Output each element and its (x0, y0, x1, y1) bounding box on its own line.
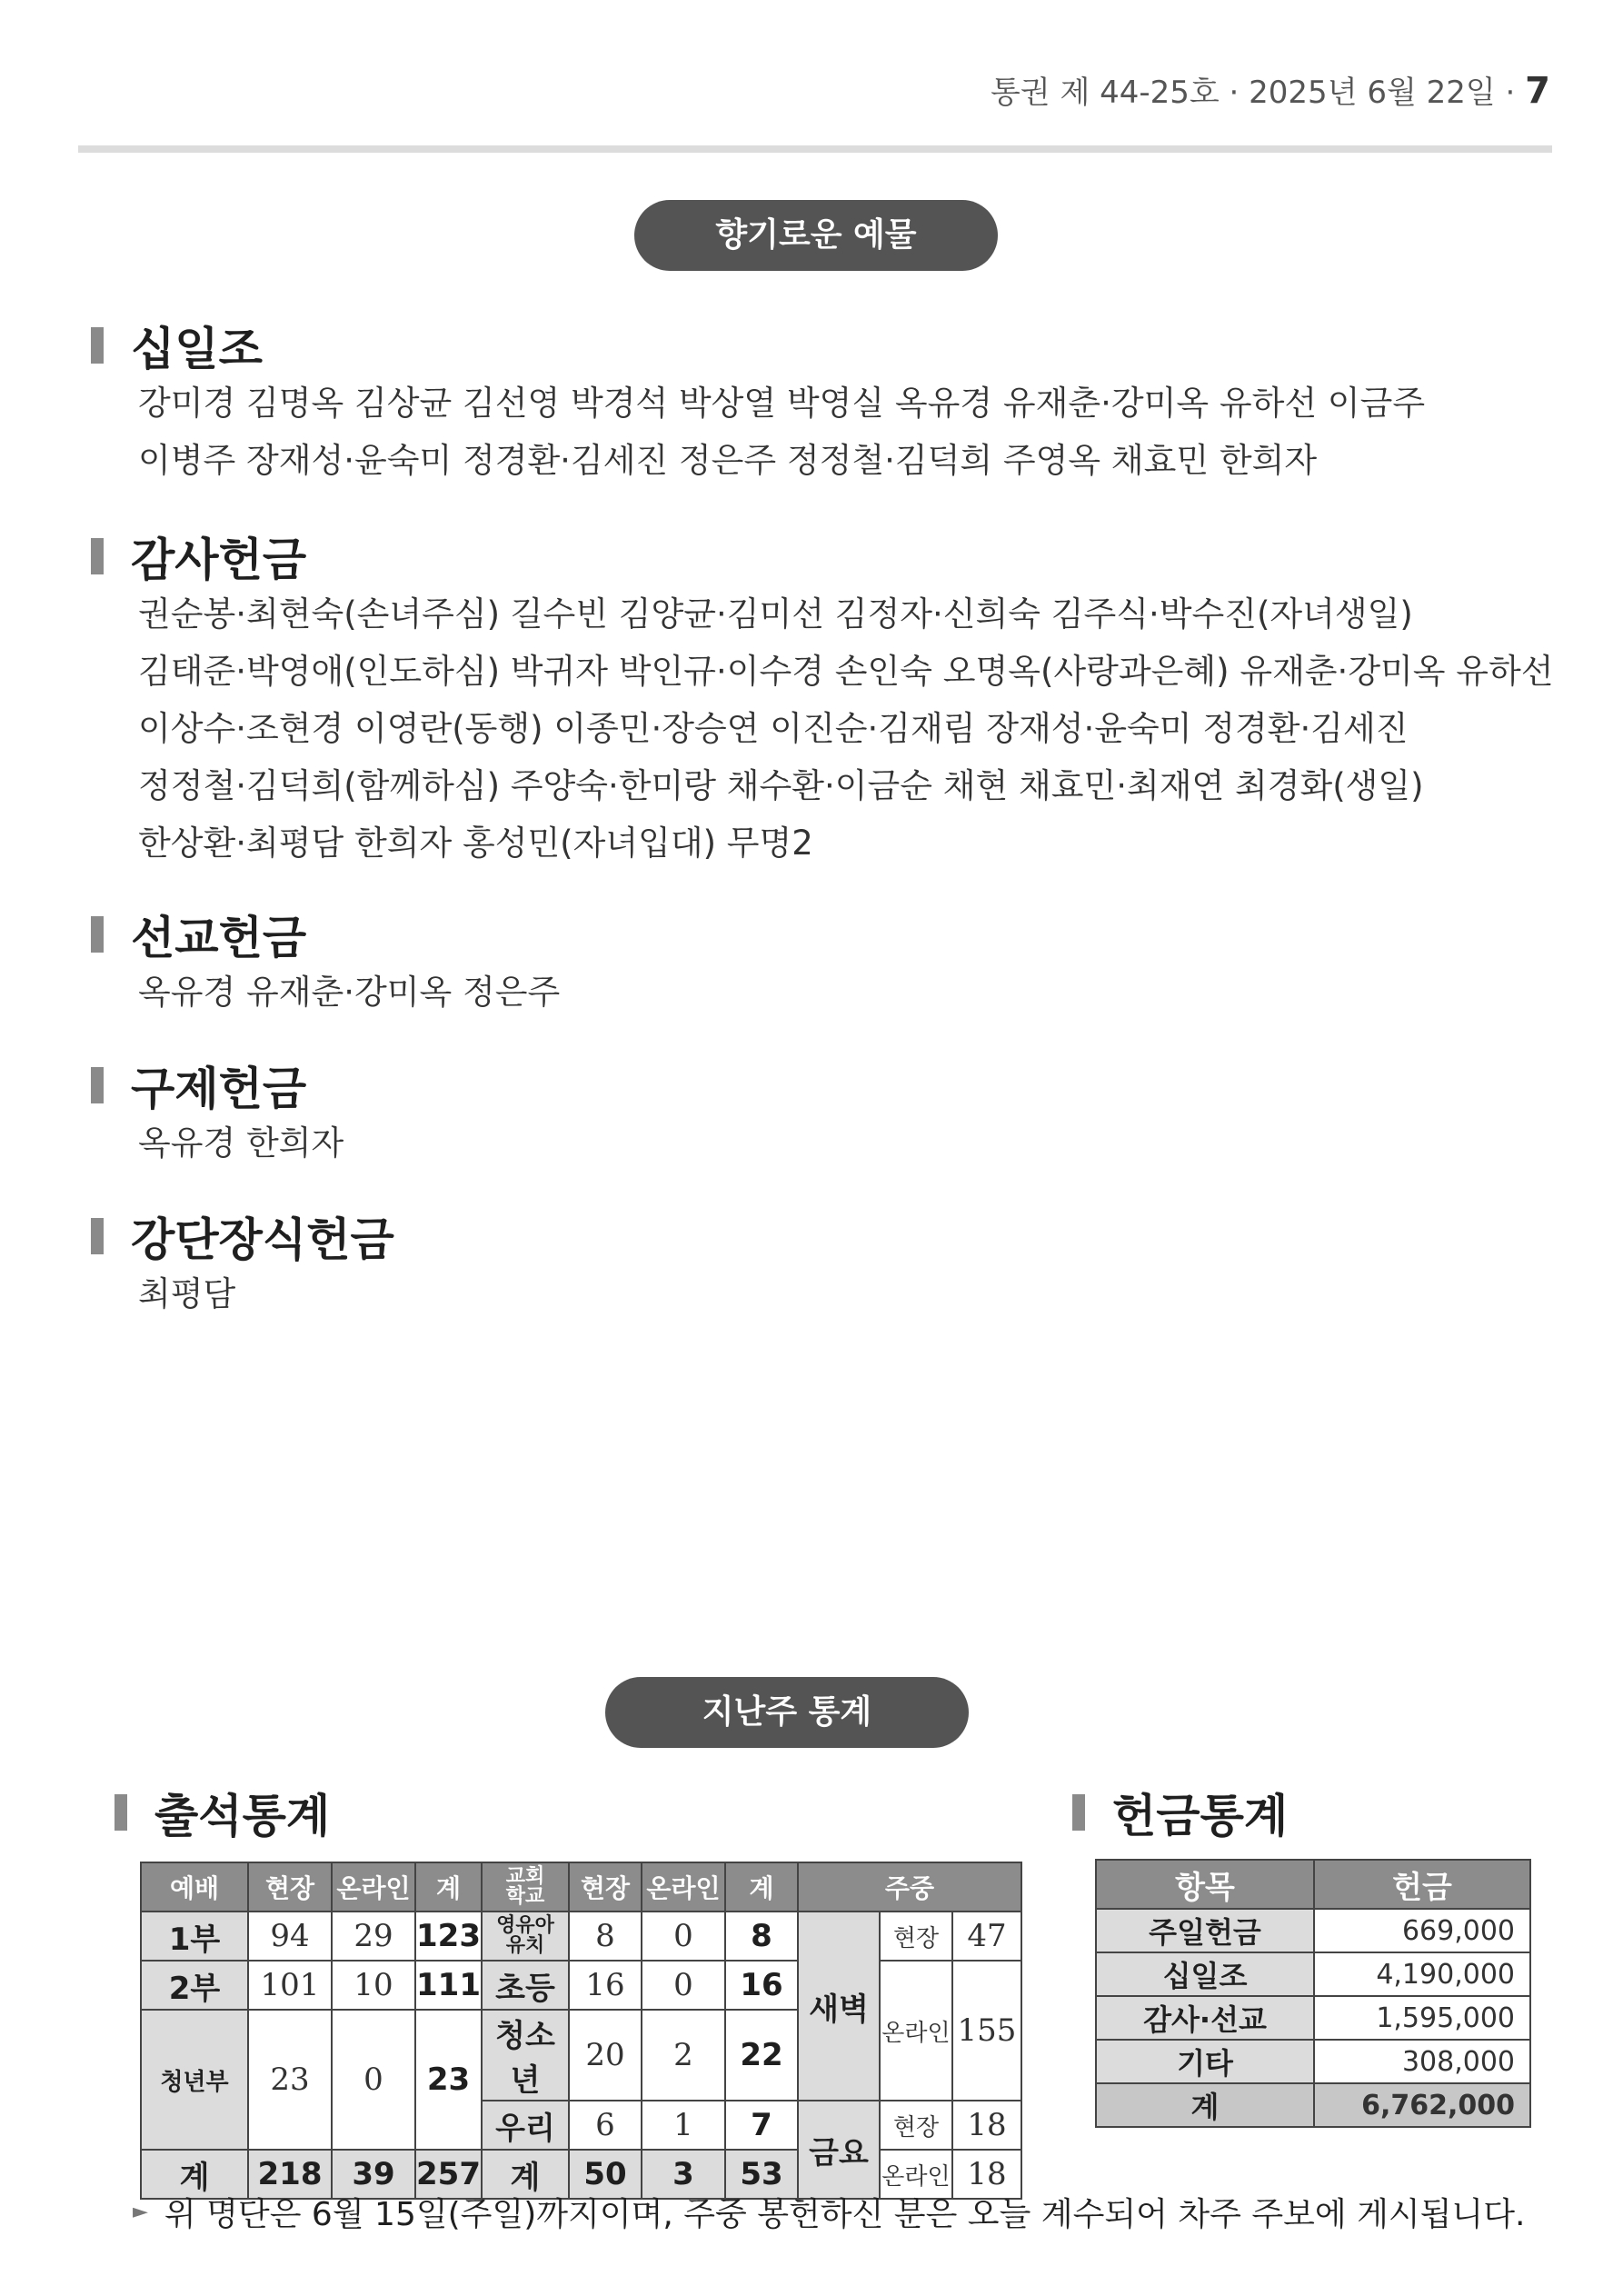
worship-label: 계 (141, 2150, 248, 2199)
col-total: 계 (415, 1862, 482, 1912)
cell-total: 111 (415, 1961, 482, 2010)
section-bar (91, 916, 104, 953)
col-online: 온라인 (642, 1862, 725, 1912)
worship-label: 2부 (141, 1961, 248, 2010)
triangle-icon: ► (133, 2201, 148, 2223)
section-bar (91, 538, 104, 574)
finance-heading (1072, 1780, 1288, 1845)
page-header (991, 67, 1550, 112)
name-line: 정정철·김덕희(함께하심) 주양숙·한미랑 채수환·이금순 채현 채효민·최재연 최경화(생일) (138, 766, 1424, 805)
finance-item: 주일헌금 (1096, 1909, 1314, 1952)
attendance-title: 출석통계 (154, 1790, 331, 1842)
cell: 1 (642, 2101, 725, 2150)
school-label: 계 (482, 2150, 569, 2199)
school-label: 초등 (482, 1961, 569, 2010)
name-line: 최평담 (138, 1274, 236, 1313)
cell-total: 123 (415, 1912, 482, 1961)
cell: 18 (952, 2101, 1021, 2150)
school-label: 영유아 유치 (482, 1912, 569, 1961)
finance-amount: 308,000 (1314, 2040, 1530, 2083)
col-total: 계 (725, 1862, 798, 1912)
cell-total: 8 (725, 1912, 798, 1961)
cell: 0 (332, 2010, 415, 2150)
col-worship: 예배 (141, 1862, 248, 1912)
name-line: 이병주 장재성·윤숙미 정경환·김세진 정은주 정정철·김덕희 주영옥 채효민 한희자 (138, 441, 1318, 480)
col-school: 교회 학교 (482, 1862, 569, 1912)
header-rule (78, 145, 1552, 153)
weekday-label: 금요 (798, 2101, 880, 2199)
cell: 16 (569, 1961, 642, 2010)
cell: 0 (642, 1961, 725, 2010)
issue-info: 통권 제 44-25호 · 2025년 6월 22일 · (990, 75, 1526, 111)
name-line: 한상환·최평담 한희자 홍성민(자녀입대) 무명2 (138, 824, 813, 863)
finance-item: 감사·선교 (1096, 1996, 1314, 2040)
cell: 39 (332, 2150, 415, 2199)
col-onsite: 현장 (248, 1862, 332, 1912)
stats-banner: 지난주 통계 (605, 1677, 969, 1748)
section-title: 감사헌금 (131, 534, 307, 586)
col-amount: 헌금 (1314, 1860, 1530, 1909)
section-mission (91, 907, 560, 1021)
cell-total: 53 (725, 2150, 798, 2199)
weekday-sub: 온라인 (880, 2150, 952, 2199)
cell: 18 (952, 2150, 1021, 2199)
section-bar (91, 1218, 104, 1254)
cell: 3 (642, 2150, 725, 2199)
cell: 0 (642, 1912, 725, 1961)
cell: 29 (332, 1912, 415, 1961)
cell: 23 (248, 2010, 332, 2150)
cell-total: 23 (415, 2010, 482, 2150)
cell-total: 257 (415, 2150, 482, 2199)
section-altar (91, 1209, 394, 1323)
finance-item: 십일조 (1096, 1952, 1314, 1996)
section-title: 강단장식헌금 (131, 1213, 394, 1266)
cell: 101 (248, 1961, 332, 2010)
section-title: 구제헌금 (131, 1063, 307, 1115)
cell: 8 (569, 1912, 642, 1961)
school-label: 청소년 (482, 2010, 569, 2101)
name-line: 강미경 김명옥 김상균 김선영 박경석 박상열 박영실 옥유경 유재춘·강미옥 유하선 이금주 (138, 384, 1426, 423)
section-bar (115, 1794, 127, 1831)
footnote (133, 2189, 1525, 2235)
section-thanks (91, 529, 1554, 872)
footnote-text: 위 명단은 6월 15일(주일)까지이며, 주중 봉헌하신 분은 오늘 계수되어 차주 주보에 게시됩니다. (164, 2196, 1526, 2233)
cell-total: 16 (725, 1961, 798, 2010)
col-onsite: 현장 (569, 1862, 642, 1912)
attendance-table (140, 1862, 1022, 2200)
col-online: 온라인 (332, 1862, 415, 1912)
cell: 10 (332, 1961, 415, 2010)
cell: 20 (569, 2010, 642, 2101)
col-item: 항목 (1096, 1860, 1314, 1909)
finance-amount: 6,762,000 (1314, 2083, 1530, 2127)
section-tithe (91, 318, 1425, 489)
finance-item: 계 (1096, 2083, 1314, 2127)
page-number: 7 (1525, 70, 1550, 112)
cell: 94 (248, 1912, 332, 1961)
cell: 6 (569, 2101, 642, 2150)
section-title: 십일조 (131, 323, 263, 375)
cell: 155 (952, 1961, 1021, 2101)
section-relief (91, 1058, 344, 1172)
cell: 218 (248, 2150, 332, 2199)
cell-total: 7 (725, 2101, 798, 2150)
name-line: 권순봉·최현숙(손녀주심) 길수빈 김양균·김미선 김정자·신희숙 김주식·박수진(자녀생일) (138, 594, 1413, 634)
finance-table (1095, 1859, 1531, 2128)
finance-title: 헌금통계 (1112, 1790, 1289, 1842)
finance-item: 기타 (1096, 2040, 1314, 2083)
cell: 50 (569, 2150, 642, 2199)
name-line: 김태준·박영애(인도하심) 박귀자 박인규·이수경 손인숙 오명옥(사랑과은혜) 유재춘·강미옥 유하선 (138, 652, 1554, 691)
cell: 47 (952, 1912, 1021, 1961)
section-bar (91, 1067, 104, 1103)
section-bar (1072, 1794, 1085, 1831)
section-bar (91, 327, 104, 364)
finance-amount: 669,000 (1314, 1909, 1530, 1952)
weekday-label: 새벽 (798, 1912, 880, 2101)
offering-banner: 향기로운 예물 (634, 200, 998, 271)
attendance-heading (115, 1780, 330, 1845)
weekday-sub: 온라인 (880, 1961, 952, 2101)
school-label: 우리 (482, 2101, 569, 2150)
worship-label: 1부 (141, 1912, 248, 1961)
finance-amount: 1,595,000 (1314, 1996, 1530, 2040)
name-line: 옥유경 한희자 (138, 1123, 344, 1163)
weekday-sub: 현장 (880, 2101, 952, 2150)
weekday-sub: 현장 (880, 1912, 952, 1961)
cell-total: 22 (725, 2010, 798, 2101)
cell: 2 (642, 2010, 725, 2101)
name-line: 이상수·조현경 이영란(동행) 이종민·장승연 이진순·김재림 장재성·윤숙미 정경환·김세진 (138, 709, 1409, 748)
section-title: 선교헌금 (131, 912, 307, 964)
worship-label: 청년부 (141, 2010, 248, 2150)
name-line: 옥유경 유재춘·강미옥 정은주 (138, 973, 561, 1012)
finance-amount: 4,190,000 (1314, 1952, 1530, 1996)
col-weekday: 주중 (798, 1862, 1021, 1912)
